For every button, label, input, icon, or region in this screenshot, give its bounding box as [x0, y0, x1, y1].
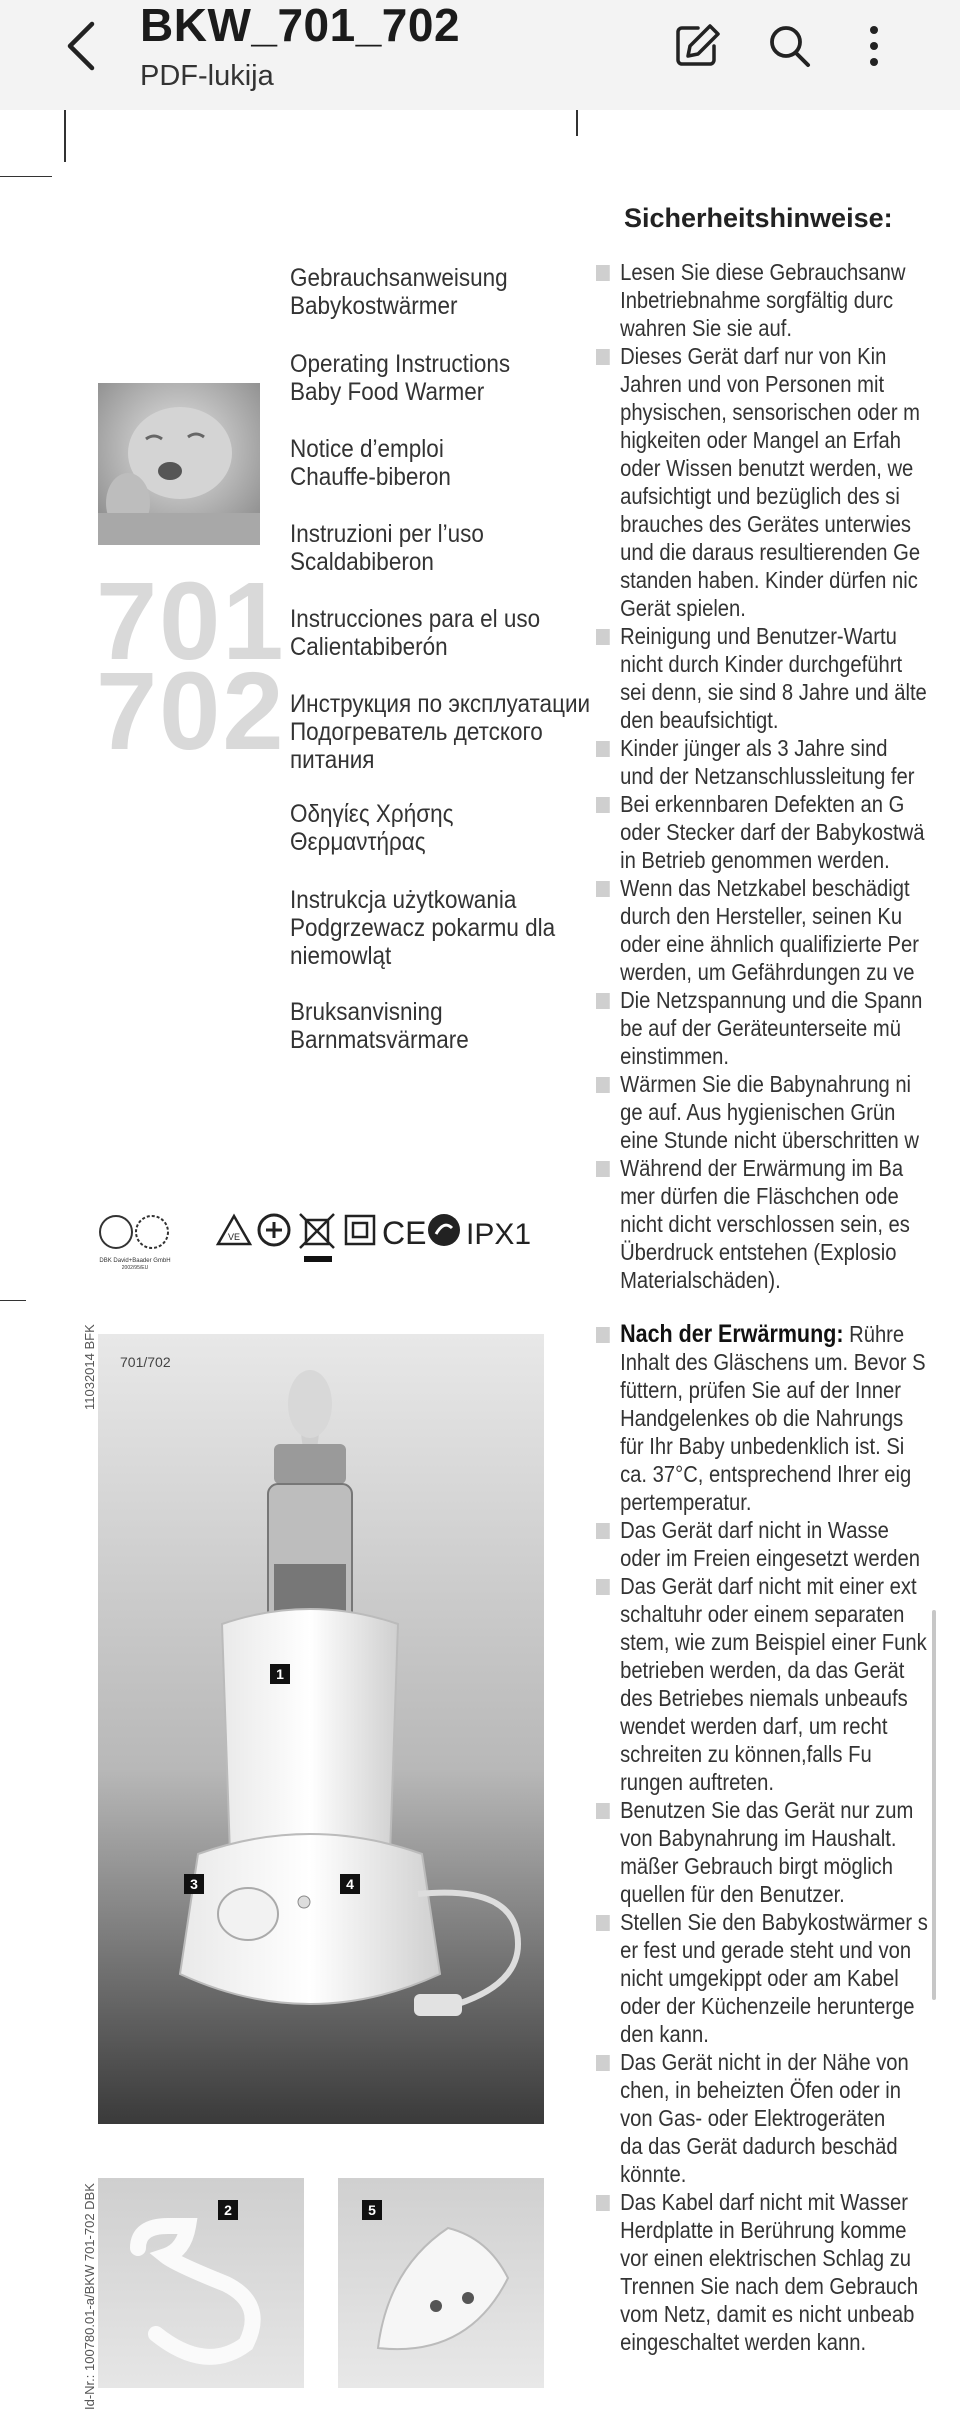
safety-line: wahren Sie sie auf.	[620, 315, 792, 341]
crop-mark	[0, 176, 52, 177]
lang-swedish: Bruksanvisning Barnmatsvärmare	[290, 998, 469, 1054]
search-icon[interactable]	[762, 20, 818, 72]
svg-text:DBK David+Baader GmbH: DBK David+Baader GmbH	[99, 1258, 171, 1264]
safety-line: könnte.	[620, 2161, 687, 2187]
safety-line: durch den Hersteller, seinen Ku	[620, 903, 903, 929]
svg-text:VE: VE	[227, 1232, 241, 1242]
svg-text:2002/95/EU: 2002/95/EU	[121, 1265, 149, 1270]
safety-line: aufsichtigt und bezüglich des si	[620, 483, 900, 509]
safety-bold-lead: Nach der Erwärmung:	[620, 1320, 844, 1348]
safety-line: werden, um Gefährdungen zu ve	[620, 959, 915, 985]
bullet-square-icon	[596, 1579, 610, 1595]
safety-line: Die Netzspannung und die Spann	[620, 987, 923, 1013]
safety-line: und der Netzanschlussleitung fer	[620, 763, 915, 789]
scroll-indicator[interactable]	[932, 1610, 936, 2000]
safety-paragraph	[596, 2188, 960, 2356]
lang-polish: Instrukcja użytkowania Podgrzewacz pokarmu dla niemowląt	[290, 886, 556, 970]
safety-paragraph	[596, 1320, 960, 1516]
safety-paragraph-list	[596, 258, 960, 2356]
safety-line: brauches des Gerätes unterwies	[620, 511, 912, 537]
crop-mark	[0, 1300, 26, 1301]
safety-line: oder eine ähnlich qualifizierte Per	[620, 931, 919, 957]
crop-mark	[576, 110, 578, 136]
vertical-code-bottom: Id-Nr.: 100780.01-a/BKW 701-702 DBK	[82, 2183, 97, 2410]
part-badge-3: 3	[184, 1874, 204, 1894]
weee-bin-icon	[300, 1214, 334, 1262]
lang-french: Notice d’emploi Chauffe-biberon	[290, 435, 451, 491]
app-subtitle: PDF-lukija	[140, 60, 274, 92]
safety-paragraph	[596, 342, 960, 622]
safety-line: stem, wie zum Beispiel einer Funk	[620, 1629, 927, 1655]
safety-line: nicht umgekippt oder am Kabel	[620, 1965, 899, 1991]
edit-icon[interactable]	[670, 20, 726, 72]
safety-line: betrieben werden, da das Gerät	[620, 1657, 905, 1683]
safety-line: rungen auftreten.	[620, 1769, 775, 1795]
safety-line: Jahren und von Personen mit	[620, 371, 885, 397]
lang-italian: Instruzioni per l’uso Scaldabiberon	[290, 520, 484, 576]
safety-paragraph	[596, 1070, 960, 1154]
safety-instructions	[596, 258, 960, 2417]
safety-paragraph	[596, 1908, 960, 2048]
safety-line: nicht dicht verschlossen sein, es	[620, 1211, 910, 1237]
company-logos	[92, 1210, 178, 1270]
safety-line: ge auf. Aus hygienischen Grün	[620, 1099, 896, 1125]
part-badge-4: 4	[340, 1874, 360, 1894]
bullet-square-icon	[596, 265, 610, 281]
safety-line: Reinigung und Benutzer-Wartu	[620, 623, 897, 649]
safety-line: Überdruck entstehen (Explosio	[620, 1239, 897, 1265]
safety-line: einstimmen.	[620, 1043, 730, 1069]
safety-line: Das Gerät darf nicht mit einer ext	[620, 1573, 917, 1599]
part-badge-2: 2	[218, 2200, 238, 2220]
model-number-701: 701	[96, 560, 286, 683]
model-number-702: 702	[96, 650, 286, 773]
safety-line: wendet werden darf, um recht	[620, 1713, 888, 1739]
plug-photo	[338, 2178, 544, 2388]
bullet-square-icon	[596, 1803, 610, 1819]
safety-line: vor einen elektrischen Schlag zu	[620, 2245, 912, 2271]
safety-line: Stellen Sie den Babykostwärmer s	[620, 1909, 928, 1935]
safety-line: Wärmen Sie die Babynahrung ni	[620, 1071, 912, 1097]
safety-line: Gerät spielen.	[620, 595, 746, 621]
vertical-code-top: 11032014 BFK	[82, 1324, 97, 1410]
bullet-square-icon	[596, 2195, 610, 2211]
safety-line: Handgelenkes ob die Nahrungs	[620, 1405, 904, 1431]
safety-line: oder der Küchenzeile herunterge	[620, 1993, 915, 2019]
safety-line: physischen, sensorischen oder m	[620, 399, 921, 425]
bullet-square-icon	[596, 349, 610, 365]
safety-line: mäßer Gebrauch birgt möglich	[620, 1853, 894, 1879]
safety-paragraph	[596, 734, 960, 790]
svg-text:CE: CE	[382, 1215, 427, 1251]
more-vert-icon[interactable]	[846, 20, 902, 72]
safety-line: Kinder jünger als 3 Jahre sind	[620, 735, 888, 761]
lang-german: Gebrauchsanweisung Babykostwärmer	[290, 264, 508, 320]
lang-russian: Инструкция по эксплуатации Подогреватель детского питания	[290, 690, 591, 774]
safety-line: Bei erkennbaren Defekten an G	[620, 791, 905, 817]
safety-line: Das Kabel darf nicht mit Wasser	[620, 2189, 908, 2215]
bullet-square-icon	[596, 797, 610, 813]
safety-line: des Betriebes niemals unbeaufs	[620, 1685, 908, 1711]
bullet-square-icon	[596, 1915, 610, 1931]
safety-line: ca. 37°C, entsprechend Ihrer eig	[620, 1461, 912, 1487]
bullet-square-icon	[596, 1327, 610, 1343]
safety-paragraph	[596, 1154, 960, 1294]
safety-line: da das Gerät dadurch beschäd	[620, 2133, 898, 2159]
safety-paragraph	[596, 1796, 960, 1908]
safety-line: Lesen Sie diese Gebrauchsanw	[620, 259, 906, 285]
safety-line: schreiten zu können,falls Fu	[620, 1741, 872, 1767]
lang-greek: Οδηγίες Χρήσης Θερμαντήρας	[290, 800, 454, 856]
safety-paragraph	[596, 986, 960, 1070]
safety-line: Benutzen Sie das Gerät nur zum	[620, 1797, 914, 1823]
safety-line: für Ihr Baby unbedenklich ist. Si	[620, 1433, 905, 1459]
safety-line: nicht durch Kinder durchgeführt	[620, 651, 903, 677]
safety-line: oder Wissen benutzt werden, we	[620, 455, 914, 481]
safety-line: von Babynahrung im Haushalt.	[620, 1825, 897, 1851]
bullet-square-icon	[596, 1161, 610, 1177]
bottle-holder-photo	[98, 2178, 304, 2388]
safety-line: den beaufsichtigt.	[620, 707, 779, 733]
lang-english: Operating Instructions Baby Food Warmer	[290, 350, 511, 406]
safety-line: von Gas- oder Elektrogeräten	[620, 2105, 886, 2131]
part-badge-5: 5	[362, 2200, 382, 2220]
safety-line: mer dürfen die Fläschchen ode	[620, 1183, 899, 1209]
pdf-page[interactable]	[0, 110, 960, 2417]
safety-line: sei denn, sie sind 8 Jahre und älte	[620, 679, 927, 705]
safety-line: be auf der Geräteunterseite mü	[620, 1015, 901, 1041]
safety-line: quellen für den Benutzer.	[620, 1881, 845, 1907]
safety-line: standen haben. Kinder dürfen nic	[620, 567, 918, 593]
safety-line: Inhalt des Gläschens um. Bevor S	[620, 1349, 926, 1375]
certification-marks	[214, 1210, 550, 1274]
safety-line: chen, in beheizten Öfen oder in	[620, 2077, 901, 2103]
safety-paragraph	[596, 1516, 960, 1572]
svg-text:IPX1: IPX1	[466, 1218, 532, 1251]
part-badge-1: 1	[270, 1664, 290, 1684]
safety-heading: Sicherheitshinweise:	[624, 203, 893, 233]
safety-paragraph	[596, 874, 960, 986]
safety-paragraph	[596, 1572, 960, 1796]
safety-line: higkeiten oder Mangel an Erfah	[620, 427, 901, 453]
bullet-square-icon	[596, 741, 610, 757]
safety-line: und die daraus resultierenden Ge	[620, 539, 921, 565]
bullet-square-icon	[596, 629, 610, 645]
bullet-square-icon	[596, 993, 610, 1009]
baby-photo	[98, 383, 260, 545]
safety-line: Dieses Gerät darf nur von Kin	[620, 343, 887, 369]
bullet-square-icon	[596, 881, 610, 897]
photo-label: 701/702	[120, 1354, 171, 1370]
document-title: BKW_701_702	[140, 0, 461, 51]
safety-line: pertemperatur.	[620, 1489, 752, 1515]
safety-paragraph	[596, 258, 960, 342]
crop-mark	[64, 110, 66, 162]
safety-line: füttern, prüfen Sie auf der Inner	[620, 1377, 901, 1403]
safety-line: Herdplatte in Berührung komme	[620, 2217, 907, 2243]
safety-line: Trennen Sie nach dem Gebrauch	[620, 2273, 919, 2299]
safety-line: oder im Freien eingesetzt werden	[620, 1545, 921, 1571]
safety-line: Materialschäden).	[620, 1267, 781, 1293]
safety-line: Inbetriebnahme sorgfältig durc	[620, 287, 894, 313]
bullet-square-icon	[596, 1523, 610, 1539]
safety-line: den kann.	[620, 2021, 709, 2047]
safety-line: in Betrieb genommen werden.	[620, 847, 890, 873]
safety-paragraph	[596, 2048, 960, 2188]
safety-line: eine Stunde nicht überschritten w	[620, 1127, 919, 1153]
safety-line: oder Stecker darf der Babykostwä	[620, 819, 925, 845]
safety-line: Wenn das Netzkabel beschädigt	[620, 875, 910, 901]
app-bar	[0, 0, 960, 110]
back-arrow-icon[interactable]	[56, 18, 108, 74]
safety-line: vom Netz, damit es nicht unbeab	[620, 2301, 915, 2327]
safety-line: eingeschaltet werden kann.	[620, 2329, 867, 2355]
safety-line: schaltuhr oder einem separaten	[620, 1601, 905, 1627]
safety-paragraph	[596, 622, 960, 734]
safety-line: Das Gerät darf nicht in Wasse	[620, 1517, 889, 1543]
safety-line: Das Gerät nicht in der Nähe von	[620, 2049, 909, 2075]
lang-spanish: Instrucciones para el uso Calientabiberón	[290, 605, 541, 661]
safety-line: Während der Erwärmung im Ba	[620, 1155, 904, 1181]
bullet-square-icon	[596, 1077, 610, 1093]
product-photo	[98, 1334, 544, 2124]
bullet-square-icon	[596, 2055, 610, 2071]
safety-line: Nach der Erwärmung: Rühre	[620, 1320, 905, 1348]
safety-paragraph	[596, 790, 960, 874]
safety-line: er fest und gerade steht und von	[620, 1937, 912, 1963]
